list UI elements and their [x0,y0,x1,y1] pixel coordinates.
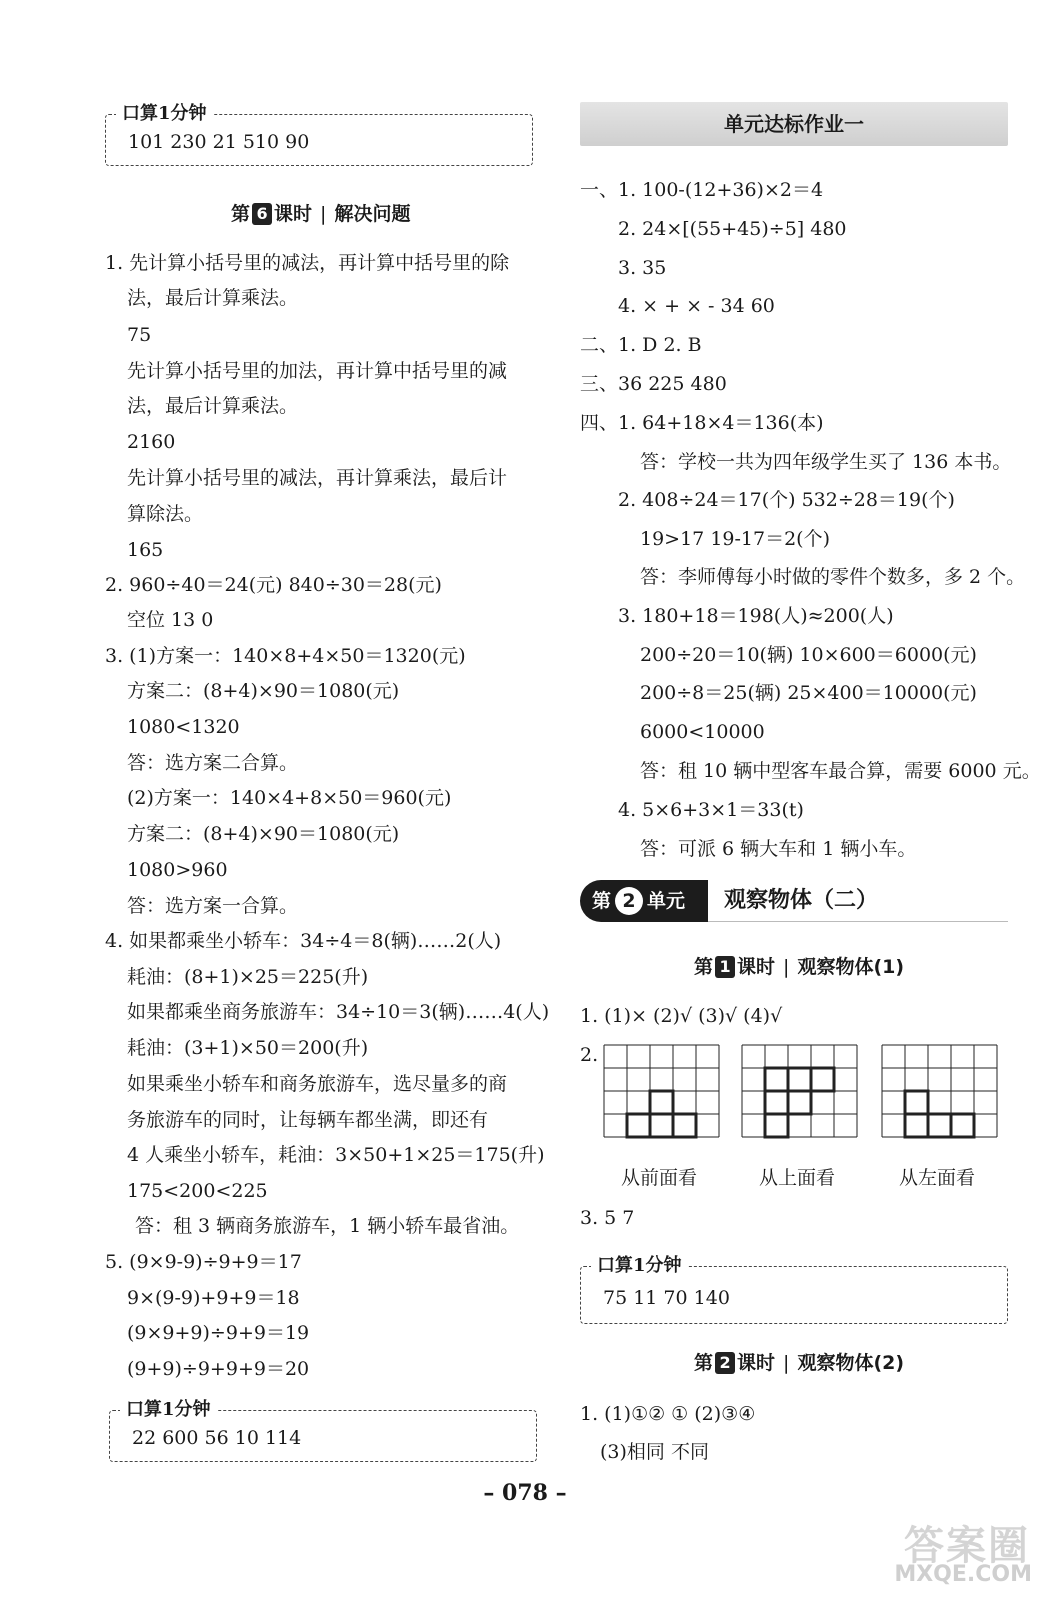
answer-line: 2160 [127,431,176,453]
left-view-grid [872,1043,1002,1163]
mental-math-values: 101 230 21 510 90 [128,131,310,153]
answer-line: 1. 先计算小括号里的减法，再计算中括号里的除 [105,252,510,274]
answer-line: 19>17 19-17＝2(个) [640,528,831,550]
answer-line: 6000<10000 [640,721,765,743]
answer-line: 法，最后计算乘法。 [127,287,299,309]
shaded-cell [905,1114,928,1137]
answer-line: 2. 24×[(55+45)÷5] 480 [618,218,847,240]
view-caption: 从前面看 [620,1167,697,1189]
lesson-2-heading: 第 2 课时 | 观察物体(2) [694,1352,905,1374]
lesson-1-q3: 3. 5 7 [580,1207,635,1229]
mental-math-values: 22 600 56 10 114 [132,1427,302,1449]
shaded-cell [650,1091,673,1114]
answer-line: 200÷8＝25(辆) 25×400＝10000(元) [640,682,977,704]
answer-line: 三、36 225 480 [580,373,727,395]
shaded-cell [627,1114,650,1137]
answer-line: 先计算小括号里的减法，再计算乘法，最后计 [127,467,508,489]
shaded-cell [765,1091,788,1114]
shaded-cell [811,1068,834,1091]
answer-line: 二、1. D 2. B [580,334,702,356]
shaded-cell [905,1091,928,1114]
answer-line: 法，最后计算乘法。 [127,395,299,417]
answer-line: 如果乘坐小轿车和商务旅游车，选尽量多的商 [127,1073,508,1095]
answer-line: 如果都乘坐商务旅游车：34÷10＝3(辆)……4(人) [127,1001,550,1023]
mental-math-box-top [105,103,533,166]
view-left-figure [872,1043,1002,1189]
answer-line: 1080<1320 [127,716,240,738]
lesson-6-heading: 第 6 课时 | 解决问题 [231,203,411,225]
view-front-figure [594,1043,724,1189]
answer-line: 75 [127,324,152,346]
answer-line: 答：可派 6 辆大车和 1 辆小车。 [640,838,917,860]
answer-line: 3. (1)方案一：140×8+4×50＝1320(元) [105,645,466,667]
view-top-figure [732,1043,862,1189]
answer-line: 耗油：(8+1)×25＝225(升) [127,966,369,988]
answer-line: 务旅游车的同时，让每辆车都坐满，即还有 [127,1109,489,1131]
answer-line: 4 人乘坐小轿车，耗油：3×50+1×25＝175(升) [127,1144,545,1166]
answer-line: (9+9)÷9+9+9＝20 [127,1358,310,1380]
answer-line: 1080>960 [127,859,228,881]
front-view-grid [594,1043,724,1163]
shaded-cell [650,1114,673,1137]
shaded-cell [951,1114,974,1137]
answer-line: 答：选方案二合算。 [127,752,299,774]
answer-line: 空位 13 0 [127,609,214,631]
lesson-1-q1: 1. (1)× (2)√ (3)√ (4)√ [580,1005,783,1027]
shaded-cell [765,1068,788,1091]
answer-line: 答：选方案一合算。 [127,895,299,917]
lesson-2-q1: 1. (1)①② ① (2)③④ [580,1403,756,1425]
lesson-2-q1-part3: (3)相同 不同 [600,1441,709,1463]
top-view-grid [732,1043,862,1163]
shaded-cell [673,1114,696,1137]
answer-line: (2)方案一：140×4+8×50＝960(元) [127,787,452,809]
shaded-cell [765,1114,788,1137]
unit-title-divider [708,921,1008,922]
mental-math-title: 口算1分钟 [120,1398,217,1422]
answer-line: 4. 5×6+3×1＝33(t) [618,799,804,821]
answer-line: 答：租 3 辆商务旅游车，1 辆小轿车最省油。 [135,1215,520,1237]
answer-line: 答：李师傅每小时做的零件个数多，多 2 个。 [640,566,1026,588]
answer-line: 3. 180+18＝198(人)≈200(人) [618,605,894,627]
answer-line: 2. 960÷40＝24(元) 840÷30＝28(元) [105,574,442,596]
mental-math-title: 口算1分钟 [116,102,213,126]
answer-line: 165 [127,539,164,561]
unit-number-badge: 2 [615,887,643,915]
answer-line: 答：租 10 辆中型客车最合算，需要 6000 元。 [640,760,1041,782]
shaded-cell [928,1114,951,1137]
view-caption: 从上面看 [758,1167,835,1189]
shaded-cell [788,1068,811,1091]
lesson-1-heading: 第 1 课时 | 观察物体(1) [694,956,905,978]
answer-line: 175<200<225 [127,1180,268,1202]
answer-line: 方案二：(8+4)×90＝1080(元) [127,680,400,702]
answer-line: 耗油：(3+1)×50＝200(升) [127,1037,369,1059]
answer-line: 5. (9×9-9)÷9+9＝17 [105,1251,302,1273]
mental-math-title: 口算1分钟 [591,1254,688,1278]
page-number: – 078 – [483,1480,567,1506]
view-caption: 从左面看 [898,1167,975,1189]
answer-line: 4. × + × - 34 60 [618,295,775,317]
answer-line: 200÷20＝10(辆) 10×600＝6000(元) [640,644,977,666]
lesson-1-q2-label: 2. [580,1044,599,1066]
shaded-cell [788,1091,811,1114]
unit-2-title: 观察物体（二） [724,888,879,913]
mental-math-box-mid [580,1255,1008,1324]
answer-line: (9×9+9)÷9+9＝19 [127,1322,310,1344]
answer-line: 3. 35 [618,257,667,279]
answer-line: 四、1. 64+18×4＝136(本) [580,412,824,434]
mental-math-box-bottom [109,1399,537,1462]
answer-line: 答：学校一共为四年级学生买了 136 本书。 [640,451,1012,473]
unit-test-banner: 单元达标作业一 [580,102,1008,146]
answer-line: 方案二：(8+4)×90＝1080(元) [127,823,400,845]
answer-line: 一、1. 100-(12+36)×2＝4 [580,179,824,201]
answer-line: 算除法。 [127,503,204,525]
unit-2-tag: 第 2 单元 [580,880,708,922]
watermark-logo: 答案圈 MXQE.COM [894,1523,1032,1587]
answer-line: 2. 408÷24＝17(个) 532÷28＝19(个) [618,489,955,511]
answer-line: 9×(9-9)+9+9＝18 [127,1287,300,1309]
answer-line: 4. 如果都乘坐小轿车：34÷4＝8(辆)……2(人) [105,930,502,952]
mental-math-values: 75 11 70 140 [603,1287,730,1309]
answer-line: 先计算小括号里的加法，再计算中括号里的减 [127,360,508,382]
